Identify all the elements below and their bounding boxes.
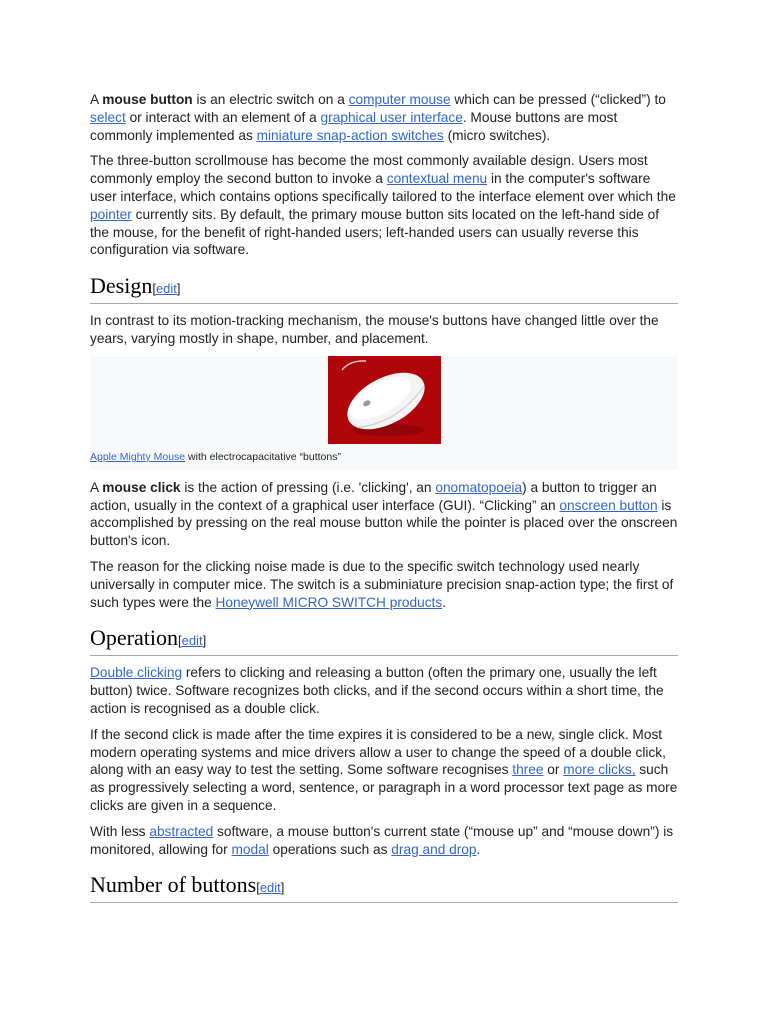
link-modal[interactable]: modal [231, 841, 269, 857]
bracket: [ [177, 633, 182, 649]
figure-caption [90, 451, 341, 464]
text: (micro switches). [443, 127, 551, 143]
bracket: ] [202, 633, 207, 649]
edit-link-design[interactable]: edit [155, 281, 177, 297]
text: A [90, 479, 103, 495]
text: or [543, 762, 564, 778]
bracket: [ [256, 880, 260, 896]
link-three[interactable]: three [512, 762, 544, 778]
text: currently sits. By default, the primary mouse button sits located on the left-hand side of the mouse, for the benefit of right-handed users; left-handed users can usually reverse this configuration via software. [90, 206, 660, 258]
link-onomatopoeia[interactable]: onomatopoeia [435, 479, 523, 495]
caption-text: with electrocapacitative “buttons” [185, 450, 341, 463]
text: is accomplished by pressing on the real mouse button while the pointer is placed over the onscreen button's icon. [90, 497, 678, 549]
link-honeywell-micro-switch[interactable]: Honeywell MICRO SWITCH products [215, 594, 443, 610]
text: is the action of pressing (i.e. 'clicking', an [180, 479, 436, 495]
section-heading-operation [90, 625, 678, 656]
heading-text: Operation [90, 625, 178, 651]
mouse-illustration [328, 356, 441, 444]
operation-paragraph-3 [90, 823, 678, 859]
edit-section [178, 633, 206, 648]
text: operations such as [268, 841, 392, 857]
edit-section [152, 281, 180, 296]
bracket: ] [280, 880, 285, 896]
text: . Mouse buttons are most commonly implemented as [90, 109, 618, 143]
bracket: [ [152, 281, 156, 297]
text: refers to clicking and releasing a button (often the primary one, usually the left button) twice. Software recognizes both clicks, and if the second occurs within a short time, the action is recognised as a double click. [90, 665, 664, 716]
edit-link-number-of-buttons[interactable]: edit [259, 880, 281, 896]
link-pointer[interactable]: pointer [90, 206, 132, 222]
bracket: ] [176, 281, 181, 297]
edit-link-operation[interactable]: edit [181, 633, 203, 649]
text: or interact with an element of a [125, 109, 321, 125]
intro-paragraph-2 [90, 152, 678, 259]
link-apple-mighty-mouse[interactable]: Apple Mighty Mouse [90, 450, 186, 463]
heading-text: Design [90, 273, 153, 299]
link-double-clicking[interactable]: Double clicking [90, 665, 183, 681]
text: A [90, 92, 103, 107]
text: ) a button to trigger an action, usually in the context of a graphical user interface (GUI). “Clicking” an [90, 479, 657, 513]
section-heading-design [90, 273, 678, 304]
link-drag-and-drop[interactable]: drag and drop [391, 841, 477, 857]
design-paragraph-1: In contrast to its motion-tracking mechanism, the mouse's buttons have changed little over the years, varying mostly in shape, number, and placement. [90, 313, 659, 346]
text: is an electric switch on a [192, 92, 349, 107]
text: software, a mouse button's current state (“mouse up” and “mouse down”) is monitored, allowing for [90, 823, 674, 857]
design-paragraph-2 [90, 479, 678, 550]
link-select[interactable]: select [90, 109, 126, 125]
article-body [90, 91, 678, 911]
text: in the computer's software user interface, which contains options specifically tailored to the interface element over which the [90, 171, 676, 204]
link-contextual-menu[interactable]: contextual menu [386, 171, 488, 187]
mouse-photo[interactable] [328, 356, 441, 444]
text: With less [90, 823, 150, 839]
text: The three-button scrollmouse has become the most commonly available design. Users most commonly employ the second button to invoke a [90, 153, 648, 187]
heading-text: Number of buttons [90, 872, 257, 898]
link-computer-mouse[interactable]: computer mouse [348, 92, 451, 107]
intro-paragraph-1 [90, 91, 678, 144]
operation-paragraph-1 [90, 664, 678, 717]
figure-apple-mighty-mouse [90, 356, 678, 470]
link-onscreen-button[interactable]: onscreen button [559, 497, 658, 513]
edit-section [256, 880, 284, 895]
term-mouse-button: mouse button [102, 92, 193, 107]
link-more-clicks[interactable]: more clicks, [563, 762, 636, 778]
text: . [442, 594, 447, 610]
operation-paragraph-2 [90, 726, 678, 815]
term-mouse-click: mouse click [102, 479, 181, 495]
design-paragraph-3 [90, 558, 678, 611]
link-graphical-user-interface[interactable]: graphical user interface [320, 109, 463, 125]
text: The reason for the clicking noise made is due to the specific switch technology used nearly universally in computer mice. The switch is a subminiature precision snap-action type; the first of such types were the [90, 558, 674, 610]
text: . [476, 841, 481, 857]
text: If the second click is made after the time expires it is considered to be a new, single click. Most modern operating systems and mice drivers allow a user to change the speed of a double click, along with an easy way to test the setting. Some software recognises [90, 726, 666, 778]
section-heading-number-of-buttons [90, 872, 678, 903]
text: which can be pressed (“clicked”) to [450, 92, 666, 107]
text: such as progressively selecting a word, sentence, or paragraph in a word processor text page as more clicks are given in a sequence. [90, 762, 678, 813]
link-miniature-snap-action-switches[interactable]: miniature snap-action switches [256, 127, 444, 143]
link-abstracted[interactable]: abstracted [149, 823, 214, 839]
